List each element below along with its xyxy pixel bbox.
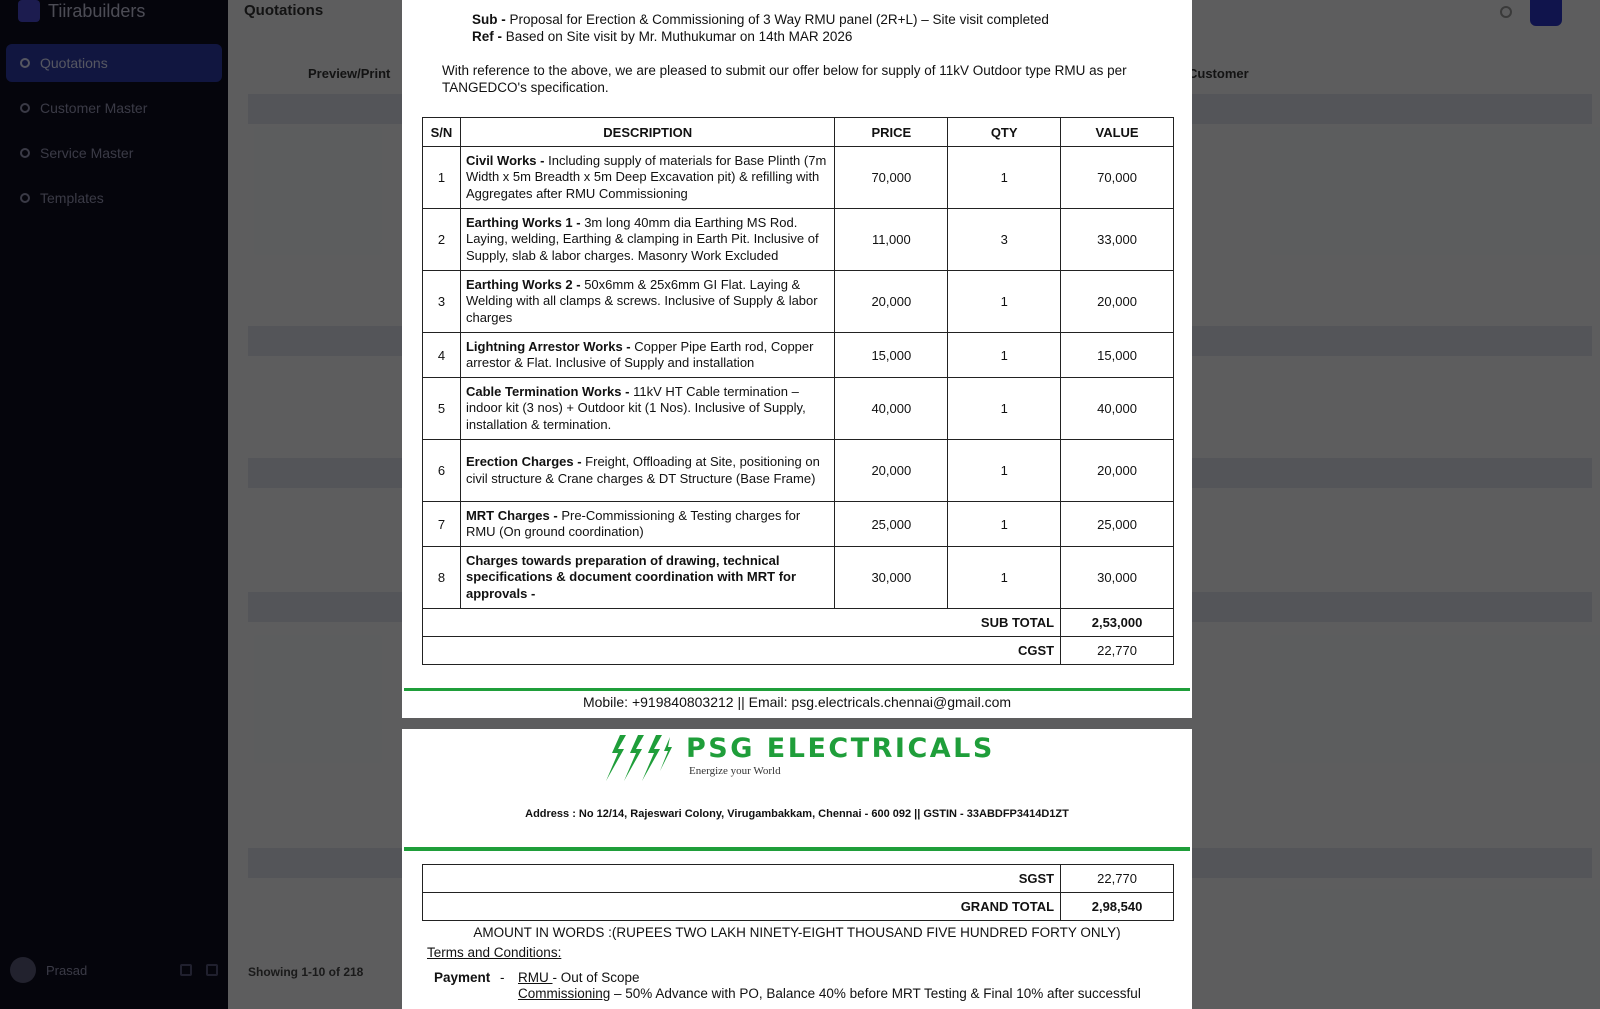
payment-label: Payment: [434, 970, 491, 985]
sgst-label: SGST: [423, 865, 1061, 893]
payment-commissioning-key: Commissioning: [518, 986, 611, 1001]
grand-total-value: 2,98,540: [1061, 893, 1174, 921]
item-title: Lightning Arrestor Works -: [465, 338, 631, 354]
subtotal-row: [423, 609, 1174, 637]
subject-text: Proposal for Erection & Commissioning of 3 Way RMU panel (2R+L) – Site visit completed: [509, 12, 1049, 27]
item-text: Including supply of materials for Base Plinth (7m Width x 5m Breadth x 5m Deep Excavation pit) & refilling with Aggregates after RMU Commissioning: [465, 152, 827, 201]
item-title: MRT Charges -: [465, 507, 558, 523]
header-divider: [404, 847, 1190, 851]
grand-total-label: GRAND TOTAL: [423, 893, 1061, 921]
cell-description: [460, 502, 834, 547]
cell-qty: 1: [948, 440, 1061, 502]
cell-value: 70,000: [1061, 147, 1174, 209]
item-text: Pre-Commissioning & Testing charges for RMU (On ground coordination): [465, 507, 801, 539]
header-description: DESCRIPTION: [460, 118, 834, 147]
table-row: [423, 333, 1174, 378]
terms-title: Terms and Conditions:: [427, 945, 562, 960]
cgst-row: [423, 637, 1174, 665]
cell-value: 20,000: [1061, 271, 1174, 333]
cell-qty: 1: [948, 147, 1061, 209]
cell-value: 30,000: [1061, 547, 1174, 609]
subject-label: Sub -: [472, 12, 506, 27]
cell-sn: 1: [423, 147, 461, 209]
payment-rmu-text: - Out of Scope: [552, 970, 640, 985]
cell-sn: 2: [423, 209, 461, 271]
document-preview: [402, 0, 1192, 1009]
company-address: Address : No 12/14, Rajeswari Colony, Virugambakkam, Chennai - 600 092 || GSTIN - 33ABDFP3414D1ZT: [525, 808, 1069, 820]
subtotal-value: 2,53,000: [1061, 609, 1174, 637]
table-row: [423, 271, 1174, 333]
payment-rmu-line: [518, 970, 1141, 985]
item-title: Erection Charges -: [465, 454, 582, 469]
table-row: [423, 502, 1174, 547]
item-text: 11kV HT Cable termination – indoor kit (3 nos) + Outdoor kit (1 Nos). Inclusive of Supply, installation & termination.: [465, 383, 806, 432]
reference-label: Ref -: [472, 29, 502, 44]
item-title: Charges towards preparation of drawing, technical specifications & document coordination with MRT for approvals -: [465, 552, 797, 601]
company-header: [602, 733, 995, 783]
table-row: [423, 378, 1174, 440]
cell-value: 40,000: [1061, 378, 1174, 440]
cell-sn: 6: [423, 440, 461, 502]
cell-price: 70,000: [835, 147, 948, 209]
cell-description: [460, 440, 834, 502]
header-qty: QTY: [948, 118, 1061, 147]
cell-qty: 1: [948, 378, 1061, 440]
item-title: Civil Works -: [465, 152, 545, 168]
item-title: Earthing Works 2 -: [465, 276, 581, 292]
cell-description: [460, 333, 834, 378]
company-name: PSG ELECTRICALS: [686, 733, 995, 764]
cell-description: [460, 378, 834, 440]
item-text: 3m long 40mm dia Earthing MS Rod. Laying, welding, Earthing & clamping in Earth Pit. Inclusive of Supply, slab & labor charges. Masonry Work Excluded: [465, 214, 819, 263]
cell-sn: 5: [423, 378, 461, 440]
cell-price: 20,000: [835, 440, 948, 502]
lightning-logo-icon: [602, 733, 672, 783]
reference-line: [472, 29, 852, 44]
cell-price: 20,000: [835, 271, 948, 333]
reference-text: Based on Site visit by Mr. Muthukumar on 14th MAR 2026: [505, 29, 853, 44]
sgst-value: 22,770: [1061, 865, 1174, 893]
table-row: [423, 209, 1174, 271]
contact-footer: Mobile: +919840803212 || Email: psg.electricals.chennai@gmail.com: [582, 694, 1012, 710]
cell-value: 25,000: [1061, 502, 1174, 547]
sgst-row: [423, 865, 1174, 893]
cell-description: [460, 209, 834, 271]
subject-line: [472, 12, 1049, 27]
grand-total-row: [423, 893, 1174, 921]
item-text: 50x6mm & 25x6mm GI Flat. Laying & Welding with all clamps & screws. Inclusive of Supply & labor charges: [465, 276, 818, 325]
cell-sn: 7: [423, 502, 461, 547]
subtotal-label: SUB TOTAL: [423, 609, 1061, 637]
header-price: PRICE: [835, 118, 948, 147]
cell-price: 11,000: [835, 209, 948, 271]
item-text: Copper Pipe Earth rod, Copper arrestor & Flat. Inclusive of Supply and installation: [465, 338, 814, 370]
cell-description: [460, 547, 834, 609]
cell-price: 15,000: [835, 333, 948, 378]
payment-dash: -: [500, 970, 505, 985]
cell-price: 25,000: [835, 502, 948, 547]
cell-description: [460, 271, 834, 333]
cell-value: 15,000: [1061, 333, 1174, 378]
cell-sn: 4: [423, 333, 461, 378]
table-row: [423, 147, 1174, 209]
document-page-1: [402, 0, 1192, 718]
document-page-2: [402, 729, 1192, 1009]
quotation-table: [422, 117, 1174, 665]
cell-qty: 1: [948, 333, 1061, 378]
intro-paragraph: With reference to the above, we are pleased to submit our offer below for supply of 11kV Outdoor type RMU as per TANGEDCO's specification.: [442, 63, 1127, 95]
item-title: Cable Termination Works -: [465, 383, 630, 399]
payment-commissioning-text: – 50% Advance with PO, Balance 40% before MRT Testing & Final 10% after successful: [610, 986, 1141, 1001]
item-text: Freight, Offloading at Site, positioning on civil structure & Crane charges & DT Structure (Base Frame): [465, 454, 820, 486]
amount-in-words: AMOUNT IN WORDS :(RUPEES TWO LAKH NINETY-EIGHT THOUSAND FIVE HUNDRED FORTY ONLY): [473, 925, 1121, 940]
payment-terms: [434, 970, 1141, 1002]
cell-qty: 3: [948, 209, 1061, 271]
cell-qty: 1: [948, 547, 1061, 609]
cell-qty: 1: [948, 271, 1061, 333]
table-header-row: [423, 118, 1174, 147]
totals-table: [422, 864, 1174, 921]
cell-sn: 8: [423, 547, 461, 609]
payment-rmu-key: RMU: [518, 970, 553, 985]
header-value: VALUE: [1061, 118, 1174, 147]
cell-price: 30,000: [835, 547, 948, 609]
cgst-value: 22,770: [1061, 637, 1174, 665]
payment-commissioning-line: [518, 986, 1141, 1001]
cell-description: [460, 147, 834, 209]
cell-value: 33,000: [1061, 209, 1174, 271]
company-tagline: Energize your World: [689, 765, 781, 777]
item-title: Earthing Works 1 -: [465, 214, 581, 230]
cgst-label: CGST: [423, 637, 1061, 665]
table-row: [423, 440, 1174, 502]
cell-sn: 3: [423, 271, 461, 333]
cell-qty: 1: [948, 502, 1061, 547]
cell-value: 20,000: [1061, 440, 1174, 502]
footer-divider: [404, 688, 1190, 691]
cell-price: 40,000: [835, 378, 948, 440]
header-sn: S/N: [423, 118, 461, 147]
table-row: [423, 547, 1174, 609]
